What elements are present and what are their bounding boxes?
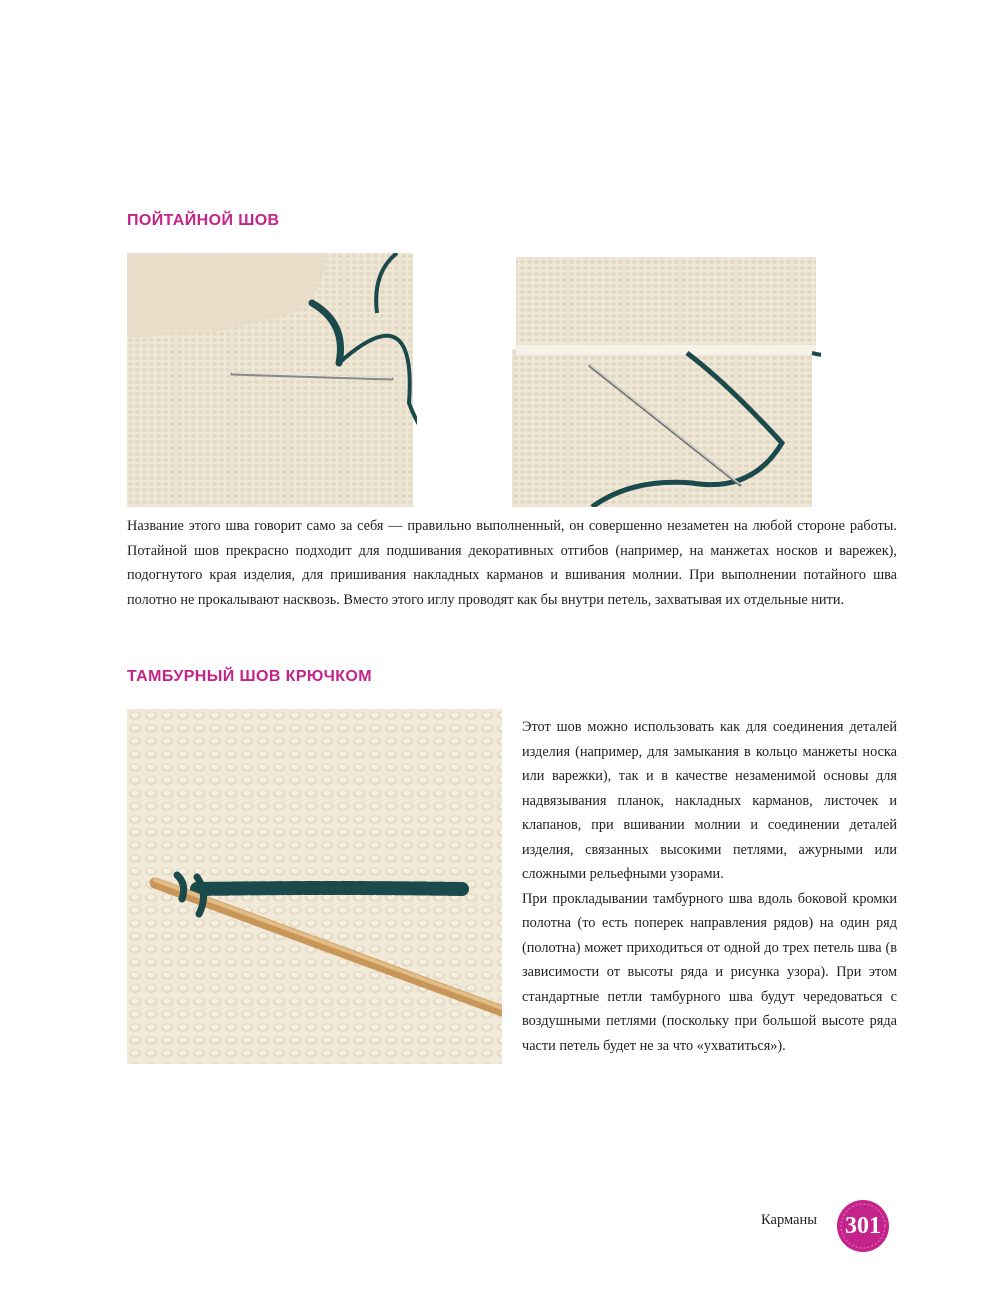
section-heading-chain-stitch: ТАМБУРНЫЙ ШОВ КРЮЧКОМ [127, 668, 372, 685]
page-number-badge [836, 1199, 890, 1253]
paragraph-chain-stitch-2: При прокладывании тамбурного шва вдоль боковой кромки полотна (то есть поперек направления рядов) на один ряд (полотна) может приходиться от одной до трех петель шва (в зависимости от высоты ряда и рисунка узора). При этом стандартные петли тамбурного шва будут чередоваться с воздушными петлями (поскольку при большой высоте ряда части петель будет не за что «ухватиться»). [522, 890, 897, 1054]
footer-section-name: Карманы [761, 1212, 817, 1228]
photo-blind-stitch-pocket [512, 253, 821, 507]
photo-chain-stitch-hook-illustration [127, 709, 502, 1064]
photo-blind-stitch-pocket-illustration [512, 253, 821, 507]
paragraph-chain-stitch [522, 715, 897, 1058]
photo-blind-stitch-fold-illustration [127, 253, 417, 507]
paragraph-chain-stitch-1: Этот шов можно использовать как для соединения деталей изделия (например, для замыкания в кольцо манжеты носка или варежки), так и в качестве незаменимой основы для надвязывания планок, накладных карманов, листочек и клапанов, при вшивании молнии и соединении деталей изделия, связанных высокими петлями, ажурными или сложными рельефными узорами. [522, 719, 897, 882]
photo-blind-stitch-fold [127, 253, 417, 507]
page-number: 301 [845, 1213, 881, 1239]
section-heading-blind-stitch: ПОЙТАЙНОЙ ШОВ [127, 212, 280, 229]
photo-chain-stitch-hook [127, 709, 502, 1064]
paragraph-blind-stitch: Название этого шва говорит само за себя — правильно выполненный, он совершенно незаметен на любой стороне работы. Потайной шов прекрасно подходит для подшивания декоративных отгибов (например, на манжетах носков и варежек), подогнутого края изделия, для пришивания накладных карманов и вшивания молнии. При выполнении потайного шва полотно не прокалывают насквозь. Вместо этого иглу проводят как бы внутри петель, захватывая их отдельные нити. [127, 518, 897, 608]
